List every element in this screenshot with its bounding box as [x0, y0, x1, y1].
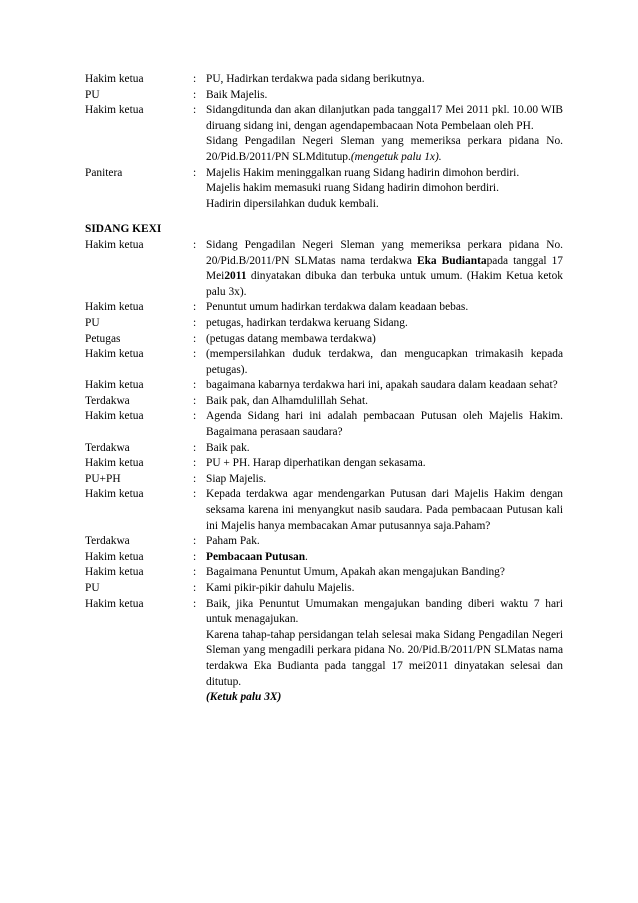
dialogue-text: Sidangditunda dan akan dilanjutkan pada tanggal17 Mei 2011 pkl. 10.00 WIB diruang sidang ini, dengan agendapembacaan Nota Pembelaan oleh PH.	[206, 104, 563, 132]
dialogue-text: Siap Majelis.	[206, 472, 267, 485]
speaker-label: Hakim ketua	[85, 550, 144, 563]
colon: :	[193, 379, 197, 392]
speaker-label: Hakim ketua	[85, 379, 144, 392]
colon: :	[193, 597, 197, 610]
colon: :	[193, 238, 197, 251]
dialogue-row	[85, 332, 563, 348]
dialogue-row	[85, 300, 563, 316]
speaker-label: Hakim ketua	[85, 348, 144, 361]
dialogue-text: Paham Pak.	[206, 535, 260, 548]
speaker-label: PU	[85, 316, 100, 329]
colon: :	[193, 332, 197, 345]
speaker-label: Hakim ketua	[85, 104, 144, 117]
dialogue-row	[85, 378, 563, 394]
dialogue-row	[85, 487, 563, 534]
colon: :	[193, 582, 197, 594]
colon: :	[193, 348, 197, 361]
dialogue-row	[85, 88, 563, 104]
dialogue-row	[85, 238, 563, 300]
dialogue-row	[85, 166, 563, 213]
colon: :	[193, 316, 197, 329]
dialogue-text: petugas, hadirkan terdakwa keruang Sidang.	[206, 316, 408, 329]
colon: :	[193, 472, 197, 485]
colon: :	[193, 104, 197, 117]
speaker-label: PU+PH	[85, 472, 121, 485]
stage-direction: (mengetuk palu 1x).	[350, 150, 442, 163]
section-title: SIDANG KEXI	[85, 223, 162, 236]
year-bold: 2011	[224, 270, 247, 283]
speaker-label: Terdakwa	[85, 441, 130, 454]
speaker-label: Hakim ketua	[85, 301, 144, 314]
dialogue-row	[85, 347, 563, 378]
dialogue-row	[85, 316, 563, 332]
colon: :	[193, 410, 197, 423]
colon: :	[193, 73, 197, 85]
dialogue-row	[85, 394, 563, 410]
closing-gavel: (Ketuk palu 3X)	[206, 691, 282, 704]
colon: :	[193, 394, 197, 407]
dialogue-row	[85, 456, 563, 472]
speaker-label: Hakim ketua	[85, 410, 144, 423]
dialogue-text: Kepada terdakwa agar mendengarkan Putusan dari Majelis Hakim dengan seksama karena ini menyangkut nasib saudara. Pada pembacaan Putusan kali ini Majelis hanya membacakan Amar putusannya saja.Paham?	[206, 488, 563, 532]
speaker-label: Hakim ketua	[85, 566, 144, 579]
dialogue-row	[85, 72, 563, 88]
dialogue-row	[85, 134, 563, 165]
dialogue-text: Baik Majelis.	[206, 88, 268, 101]
dialogue-text: PU, Hadirkan terdakwa pada sidang berikutnya.	[206, 73, 425, 85]
colon: :	[193, 566, 197, 579]
dialogue-row	[85, 581, 563, 597]
dialogue-text: Agenda Sidang hari ini adalah pembacaan Putusan oleh Majelis Hakim. Bagaimana perasaan saudara?	[206, 410, 563, 439]
speaker-label: Terdakwa	[85, 394, 130, 407]
dialogue-text	[206, 134, 563, 165]
dialogue-text: Baik pak, dan Alhamdulillah Sehat.	[206, 394, 368, 407]
speaker-label	[85, 134, 193, 165]
defendant-name: Eka Budianta	[416, 254, 487, 267]
colon: :	[193, 550, 197, 563]
dialogue-text: Sidang Pengadilan Negeri Sleman yang memeriksa perkara pidana No. 20/Pid.B/2011/PN SLMatas nama terdakwa Eka Budiantapada tanggal 17 Mei2011 dinyatakan dibuka dan terbuka untuk umum. (Hakim Ketua ketok palu 3x).	[206, 238, 563, 298]
dialogue-text: (petugas datang membawa terdakwa)	[206, 332, 376, 345]
colon: :	[193, 88, 197, 101]
dialogue-row	[85, 534, 563, 550]
document-page	[85, 72, 563, 706]
dialogue-text: Pembacaan Putusan.	[206, 550, 308, 563]
verdict-reading-heading: Pembacaan Putusan	[206, 550, 306, 563]
colon: :	[193, 457, 197, 470]
speaker-label: PU	[85, 582, 100, 594]
colon	[193, 134, 206, 165]
speaker-label: Panitera	[85, 166, 123, 179]
dialogue-text: Bagaimana Penuntut Umum, Apakah akan mengajukan Banding?	[206, 566, 505, 579]
dialogue-row	[85, 597, 563, 706]
dialogue-text: Majelis Hakim meninggalkan ruang Sidang hadirin dimohon berdiri. Majelis hakim memasuki ruang Sidang hadirin dimohon berdiri. Hadirin dipersilahkan duduk kembali.	[206, 166, 520, 210]
dialogue-row	[85, 472, 563, 488]
dialogue-text: Penuntut umum hadirkan terdakwa dalam keadaan bebas.	[206, 301, 469, 314]
dialogue-text: (mempersilahkan duduk terdakwa, dan mengucapkan trimakasih kepada petugas).	[206, 348, 563, 376]
dialogue-row	[85, 565, 563, 581]
colon: :	[193, 441, 197, 454]
dialogue-text: bagaimana kabarnya terdakwa hari ini, apakah saudara dalam keadaan sehat?	[206, 379, 558, 392]
dialogue-text: Baik, jika Penuntut Umumakan mengajukan banding diberi waktu 7 hari untuk menagajukan. Karena tahap-tahap persidangan telah selesai maka Sidang Pengadilan Negeri Sleman yang mengadili perkara pidana No. 20/Pid.B/2011/PN SLMatas nama terdakwa Eka Budianta pada tanggal 17 mei2011 dinyatakan selesai dan ditutup. (Ketuk palu 3X)	[206, 597, 563, 706]
dialogue-row	[85, 550, 563, 566]
speaker-label: Hakim ketua	[85, 488, 144, 501]
speaker-label: Hakim ketua	[85, 73, 144, 85]
dialogue-row	[85, 103, 563, 134]
colon: :	[193, 488, 197, 501]
speaker-label: Hakim ketua	[85, 238, 144, 251]
speaker-label: Petugas	[85, 332, 121, 345]
dialogue-text-main: Sidang Pengadilan Negeri Sleman yang memeriksa perkara pidana No. 20/Pid.B/2011/PN SLMditutup.	[206, 135, 563, 163]
speaker-label: PU	[85, 88, 100, 101]
colon: :	[193, 535, 197, 548]
colon: :	[193, 166, 197, 179]
speaker-label: Hakim ketua	[85, 457, 144, 470]
dialogue-row	[85, 409, 563, 440]
colon: :	[193, 301, 197, 314]
speaker-label: Terdakwa	[85, 535, 130, 548]
speaker-label: Hakim ketua	[85, 597, 144, 610]
dialogue-text: Baik pak.	[206, 441, 250, 454]
dialogue-text: PU + PH. Harap diperhatikan dengan sekasama.	[206, 457, 426, 470]
dialogue-text: Kami pikir-pikir dahulu Majelis.	[206, 582, 355, 594]
dialogue-row	[85, 441, 563, 457]
